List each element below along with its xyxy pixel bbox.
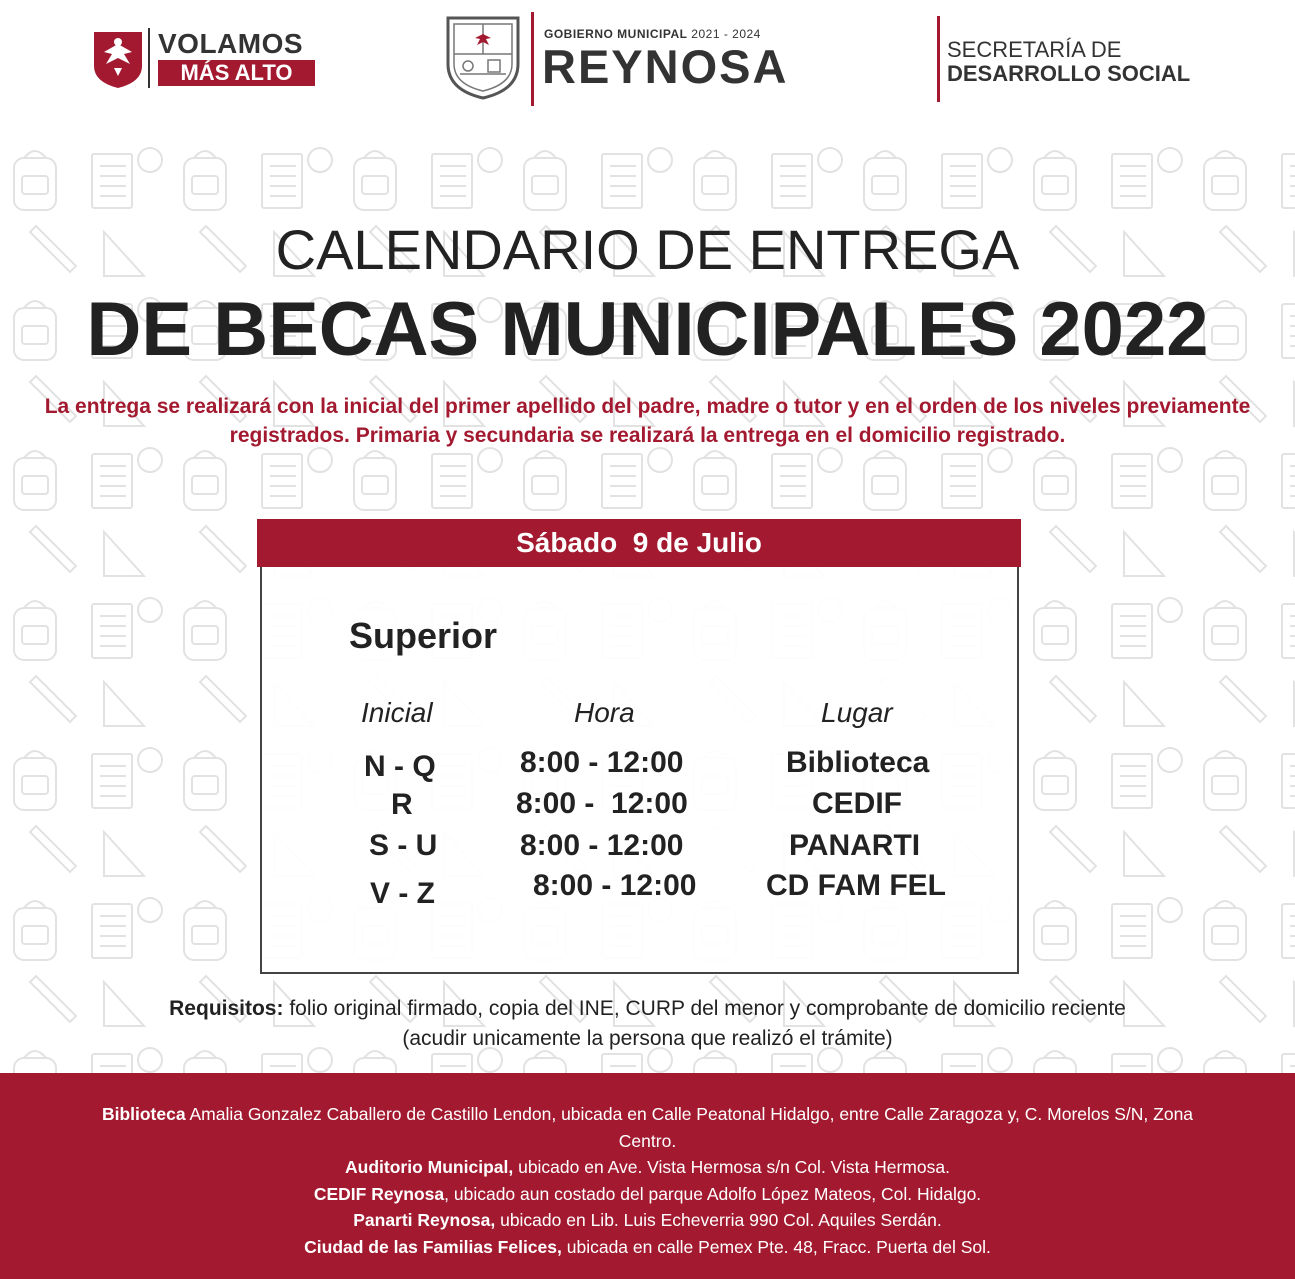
location-name: Biblioteca xyxy=(101,1104,186,1124)
row-4-initial: V - Z xyxy=(370,877,435,910)
requirements-line xyxy=(0,994,1295,1024)
location-details: , ubicado aun costado del parque Adolfo López Mateos, Col. Hidalgo. xyxy=(444,1183,982,1204)
secretariat-line2: DESARROLLO SOCIAL xyxy=(947,61,1191,86)
requirements-label: Requisitos: xyxy=(169,997,284,1020)
requirements-note: (acudir unicamente la persona que realizó el trámite) xyxy=(402,1027,893,1050)
location-name: CEDIF Reynosa xyxy=(313,1183,445,1204)
secretariat-divider xyxy=(937,16,940,102)
government-divider xyxy=(531,12,534,106)
row-4-time: 8:00 - 12:00 xyxy=(533,869,697,902)
intro-paragraph: La entrega se realizará con la inicial del primer apellido del padre, madre o tutor y en el orden de los niveles previamente registrados. Primaria y secundaria se realizará la entrega en el domicilio registrado. xyxy=(44,395,1251,447)
location-name: Auditorio Municipal, xyxy=(345,1157,514,1177)
row-1-place: Biblioteca xyxy=(786,746,930,779)
brand-slogan-line1: VOLAMOS xyxy=(158,28,304,59)
location-details: ubicado en Lib. Luis Echeverria 990 Col. Aquiles Serdán. xyxy=(495,1210,942,1230)
column-header-place: Lugar xyxy=(821,697,893,728)
eagle-shield-icon xyxy=(92,28,144,90)
row-1-time: 8:00 - 12:00 xyxy=(520,746,684,779)
schedule-level: Superior xyxy=(349,615,498,656)
location-item xyxy=(95,1234,1200,1261)
location-item xyxy=(95,1207,1200,1234)
row-3-place: PANARTI xyxy=(789,829,921,862)
row-2-place: CEDIF xyxy=(812,787,902,820)
location-item xyxy=(95,1101,1200,1154)
secretariat-line1: SECRETARÍA DE xyxy=(947,37,1122,62)
location-item xyxy=(95,1154,1200,1181)
locations-list xyxy=(95,1101,1200,1260)
reynosa-crest-icon xyxy=(444,14,522,100)
page-title-line2: DE BECAS MUNICIPALES 2022 xyxy=(86,287,1209,372)
city-name: REYNOSA xyxy=(542,40,789,93)
row-1-initial: N - Q xyxy=(364,750,436,783)
row-2-time: 8:00 - 12:00 xyxy=(516,787,688,820)
location-name: Ciudad de las Familias Felices, xyxy=(304,1236,562,1257)
location-item xyxy=(95,1181,1200,1208)
schedule-day-header: Sábado 9 de Julio xyxy=(257,519,1021,567)
location-details: ubicada en calle Pemex Pte. 48, Fracc. Puerta del Sol. xyxy=(561,1236,991,1257)
row-2-initial: R xyxy=(391,788,413,821)
requirements xyxy=(0,994,1295,1054)
column-header-time: Hora xyxy=(574,697,635,728)
row-3-time: 8:00 - 12:00 xyxy=(520,829,684,862)
government-label: GOBIERNO MUNICIPAL 2021 - 2024 xyxy=(544,27,761,41)
location-name: Panarti Reynosa, xyxy=(353,1210,496,1230)
row-3-initial: S - U xyxy=(369,829,438,862)
row-4-place: CD FAM FEL xyxy=(766,869,946,902)
column-header-initial: Inicial xyxy=(361,697,433,728)
page-title-line1: CALENDARIO DE ENTREGA xyxy=(275,218,1020,281)
requirements-text: folio original firmado, copia del INE, CURP del menor y comprobante de domicilio reciente xyxy=(283,997,1126,1020)
location-details: ubicado en Ave. Vista Hermosa s/n Col. Vista Hermosa. xyxy=(513,1157,950,1177)
location-details: Amalia Gonzalez Caballero de Castillo Lendon, ubicada en Calle Peatonal Hidalgo, entre Calle Zaragoza y, C. Morelos S/N, Zona Centro. xyxy=(185,1104,1194,1151)
brand-divider xyxy=(148,28,150,88)
brand-slogan-line2: MÁS ALTO xyxy=(158,60,315,86)
